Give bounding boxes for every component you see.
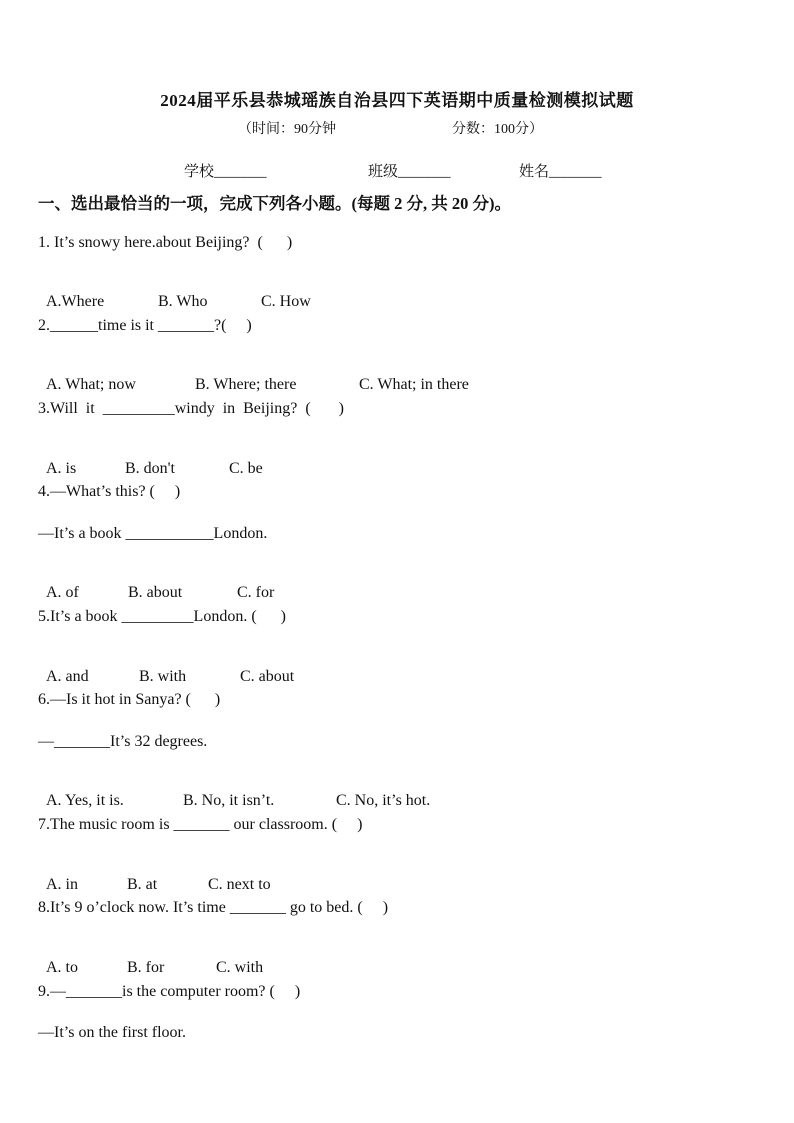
question-3-stem: 3.Will it _________windy in Beijing? ( ) [38,400,344,417]
question-7-options [38,858,271,894]
question-3-option-b: B. don't [125,460,175,477]
question-3-option-c: C. be [229,460,263,477]
question-8-option-c: C. with [216,959,264,976]
question-4-option-a: A. of [46,584,79,601]
school-field: 学校_______ [184,164,267,180]
question-7-option-a: A. in [46,876,78,893]
question-4-stem: 4.—What’s this? ( ) [38,483,181,500]
exam-time: （时间：90分钟 [238,122,336,137]
question-9-stem-2: —It’s on the first floor. [38,1024,186,1041]
question-5-stem: 5.It’s a book _________London. ( ) [38,608,286,625]
question-4-options [38,566,274,602]
question-1-stem: 1. It’s snowy here.about Beijing? ( ) [38,234,293,251]
question-1-option-b: B. Who [158,293,208,310]
class-field: 班级_______ [368,164,451,180]
question-7-option-c: C. next to [208,876,271,893]
question-6-stem: 6.—Is it hot in Sanya? ( ) [38,691,221,708]
question-9-stem: 9.—_______is the computer room? ( ) [38,983,301,1000]
question-7-option-b: B. at [127,876,158,893]
section-heading: 一、选出最恰当的一项，完成下列各小题。(每题 2 分, 共 20 分)。 [38,194,511,213]
question-1-option-c: C. How [261,293,311,310]
question-6-option-b: B. No, it isn’t. [183,792,275,809]
exam-score: 分数：100分） [452,122,543,137]
question-6-options [38,774,430,810]
question-8-option-b: B. for [127,959,165,976]
question-6-option-a: A. Yes, it is. [46,792,124,809]
question-2-option-a: A. What; now [46,376,136,393]
question-5-option-c: C. about [240,668,295,685]
question-8-stem: 8.It’s 9 o’clock now. It’s time _______ go to bed. ( ) [38,899,389,916]
question-3-options [38,442,263,478]
question-4-stem-2: —It’s a book ___________London. [38,525,268,542]
question-6-option-c: C. No, it’s hot. [336,792,431,809]
question-8-option-a: A. to [46,959,78,976]
question-2-option-c: C. What; in there [359,376,469,393]
question-8-options [38,941,263,977]
question-7-stem: 7.The music room is _______ our classroom. ( ) [38,816,363,833]
question-1-options [38,275,311,311]
question-5-option-a: A. and [46,668,89,685]
question-2-options [38,358,469,394]
question-4-option-b: B. about [128,584,183,601]
question-2-option-b: B. Where; there [195,376,297,393]
exam-title: 2024届平乐县恭城瑶族自治县四下英语期中质量检测模拟试题 [160,91,634,110]
question-4-option-c: C. for [237,584,275,601]
name-field: 姓名_______ [519,164,602,180]
question-5-option-b: B. with [139,668,187,685]
question-2-stem: 2.______time is it _______?( ) [38,317,252,334]
question-5-options [38,650,294,686]
question-1-option-a: A.Where [46,293,105,310]
question-6-stem-2: —_______It’s 32 degrees. [38,733,208,750]
question-3-option-a: A. is [46,460,77,477]
